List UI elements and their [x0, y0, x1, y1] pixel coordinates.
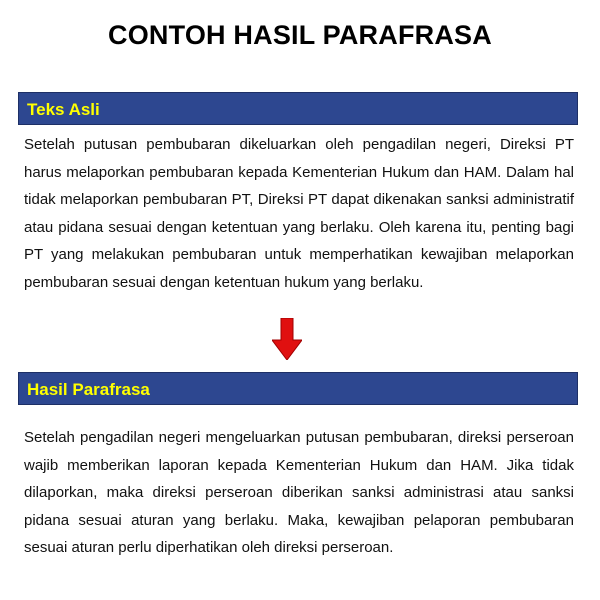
- paraphrase-body: Setelah pengadilan negeri mengeluarkan putusan pembubaran, direksi perseroan wajib memberikan laporan kepada Kementerian Hukum dan HAM. Jika tidak dilaporkan, maka direksi perseroan diberikan sanksi administrasi atau sanksi pidana sesuai aturan yang berlaku. Maka, kewajiban pelaporan pembubaran sesuai aturan perlu diperhatikan oleh direksi perseroan.: [24, 429, 574, 556]
- paraphrase-header: [18, 372, 578, 405]
- original-text-header: [18, 92, 578, 125]
- down-arrow-icon: [272, 318, 302, 360]
- original-text-heading: Teks Asli: [27, 100, 100, 119]
- page-title: CONTOH HASIL PARAFRASA: [108, 20, 492, 50]
- paraphrase-heading: Hasil Parafrasa: [27, 380, 150, 399]
- original-text-body: Setelah putusan pembubaran dikeluarkan oleh pengadilan negeri, Direksi PT harus melaporkan pembubaran kepada Kementerian Hukum dan HAM. Dalam hal tidak melaporkan pembubaran PT, Direksi PT dapat dikenakan sanksi administratif atau pidana sesuai dengan ketentuan yang berlaku. Oleh karena itu, penting bagi PT yang melakukan pembubaran untuk memperhatikan kewajiban melaporkan pembubaran sesuai dengan ketentuan hukum yang berlaku.: [24, 136, 574, 291]
